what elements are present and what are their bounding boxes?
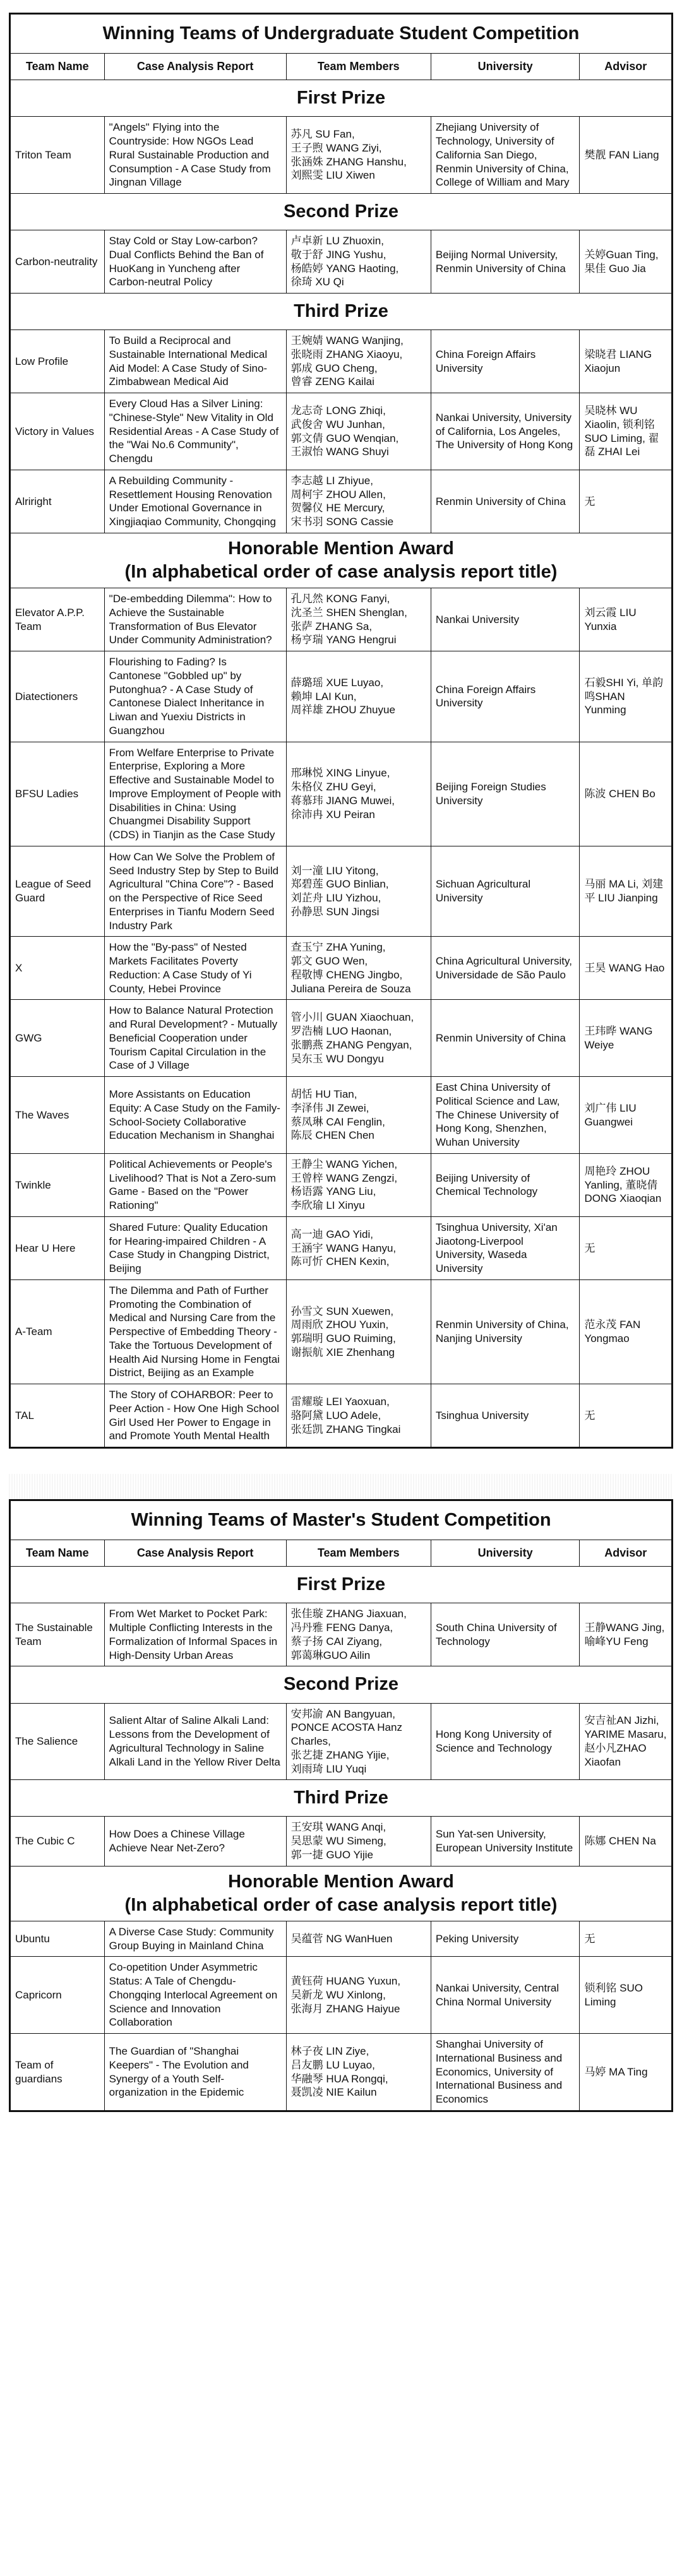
master-table (10, 1500, 672, 2111)
team-member: 郭成 GUO Cheng, (290, 362, 378, 374)
table-row (11, 330, 672, 393)
team-members (286, 937, 431, 1000)
second-prize-heading (11, 1666, 672, 1703)
case-report-title: Every Cloud Has a Silver Lining: "Chinese-Style" New Vitality in Old Residential Areas - A Case Study of the "Wai No.6 Community", Chengdu (104, 393, 286, 470)
team-member: 徐沛冉 XU Peiran (290, 808, 375, 821)
third-prize-heading (11, 294, 672, 330)
col-header-university: University (431, 54, 580, 80)
team-member: 张萨 ZHANG Sa, (290, 620, 373, 632)
team-members (286, 117, 431, 194)
team-name: TAL (11, 1384, 105, 1447)
undergrad-table-container (9, 13, 673, 1449)
case-report-title: Stay Cold or Stay Low-carbon? Dual Conflicts Behind the Ban of HuoKang in Yuncheng after Carbon-neutral Policy (104, 230, 286, 294)
university: Nankai University (431, 588, 580, 651)
case-report-title: More Assistants on Education Equity: A Case Study on the Family-School-Society Collaborative Education Mechanism in Shanghai (104, 1077, 286, 1154)
university: Sichuan Agricultural University (431, 846, 580, 937)
col-header-advisor: Advisor (580, 54, 672, 80)
team-member: 王婉婧 WANG Wanjing, (290, 335, 404, 347)
table-row (11, 742, 672, 846)
team-member: 李泽伟 JI Zewei, (290, 1101, 369, 1114)
team-members (286, 1603, 431, 1666)
table-row (11, 588, 672, 651)
second-prize-heading-label: Second Prize (283, 201, 399, 222)
team-name: A-Team (11, 1279, 105, 1384)
case-report-title: The Guardian of "Shanghai Keepers" - The Evolution and Synergy of a Youth Self-organization in the Epidemic (104, 2034, 286, 2111)
team-member: 郭瑞明 GUO Ruiming, (290, 1333, 396, 1345)
team-members (286, 330, 431, 393)
team-name: Team of guardians (11, 2034, 105, 2111)
team-member: 杨语露 YANG Liu, (290, 1185, 376, 1198)
team-name: BFSU Ladies (11, 742, 105, 846)
table-row (11, 1703, 672, 1780)
team-member: 薛璐瑶 XUE Luyao, (290, 676, 384, 689)
team-member: 高一迪 GAO Yidi, (290, 1228, 373, 1240)
team-name: Diatectioners (11, 651, 105, 742)
team-member: 郭文倩 GUO Wenqian, (290, 432, 399, 444)
team-member: PONCE ACOSTA Hanz Charles, (290, 1721, 402, 1748)
case-report-title: Flourishing to Fading? Is Cantonese "Gobbled up" by Putonghua? - A Case Study of Cantonese Dialect Inheritance in Liwan and Yuexiu Districts in Guangzhou (104, 651, 286, 742)
third-prize-heading-label: Third Prize (294, 301, 388, 322)
table-row (11, 846, 672, 937)
team-member: 张艺捷 ZHANG Yijie, (290, 1748, 390, 1761)
team-member: 张涵姝 ZHANG Hanshu, (290, 155, 407, 168)
case-report-title: Political Achievements or People's Livelihood? That is Not a Zero-sum Game - Based on the "Power Rationing" (104, 1153, 286, 1216)
team-member: 华融琴 HUA Rongqi, (290, 2072, 388, 2085)
university: Zhejiang University of Technology, University of California San Diego, Renmin University of China, College of William and Mary (431, 117, 580, 194)
table-row (11, 1921, 672, 1957)
team-member: 蔡子扬 CAI Ziyang, (290, 1635, 383, 1647)
team-name: Victory in Values (11, 393, 105, 470)
team-member: 李欣瑜 LI Xinyu (290, 1199, 365, 1212)
advisor: 王玮晔 WANG Weiye (580, 1000, 672, 1077)
table-row (11, 1153, 672, 1216)
second-prize-heading-row (11, 194, 672, 230)
third-prize-heading (11, 1780, 672, 1817)
team-members (286, 470, 431, 533)
university: Tsinghua University, Xi'an Jiaotong-Liverpool University, Waseda University (431, 1216, 580, 1279)
table-row (11, 1279, 672, 1384)
master-header-row (11, 1540, 672, 1567)
team-member: 李志越 LI Zhiyue, (290, 474, 373, 487)
first-prize-heading-row (11, 80, 672, 117)
university: Nankai University, University of California, Los Angeles, The University of Hong Kong (431, 393, 580, 470)
university: East China University of Political Science and Law, The Chinese University of Hong Kong, Shenzhen, Wuhan University (431, 1077, 580, 1154)
team-members (286, 1153, 431, 1216)
table-row (11, 937, 672, 1000)
undergrad-table (10, 14, 672, 1447)
team-member: 龙志奇 LONG Zhiqi, (290, 405, 386, 417)
university: Beijing Foreign Studies University (431, 742, 580, 846)
case-report-title: A Diverse Case Study: Community Group Buying in Mainland China (104, 1921, 286, 1957)
undergrad-header-row (11, 54, 672, 80)
team-member: 吴新龙 WU Xinlong, (290, 1988, 386, 2001)
team-member: 王安琪 WANG Anqi, (290, 1821, 386, 1834)
team-name: Ubuntu (11, 1921, 105, 1957)
advisor: 王静WANG Jing, 喻峰YU Feng (580, 1603, 672, 1666)
team-member: 安邦渝 AN Bangyuan, (290, 1707, 395, 1720)
second-prize-heading-label: Second Prize (283, 1674, 399, 1695)
table-row (11, 1603, 672, 1666)
master-title: Winning Teams of Master's Student Competition (11, 1501, 672, 1540)
first-prize-heading (11, 80, 672, 117)
honorable-mention-heading-label: Honorable Mention Award (228, 538, 454, 559)
team-member: 张海月 ZHANG Haiyue (290, 2002, 400, 2015)
team-members (286, 1279, 431, 1384)
advisor: 刘广伟 LIU Guangwei (580, 1077, 672, 1154)
col-header-members: Team Members (286, 54, 431, 80)
team-member: 蔡凤琳 CAI Fenglin, (290, 1115, 385, 1128)
team-member: 陈可忻 CHEN Kexin, (290, 1255, 390, 1268)
team-member: 骆阿黛 LUO Adele, (290, 1409, 381, 1422)
table-row (11, 470, 672, 533)
case-report-title: Salient Altar of Saline Alkali Land: Lessons from the Development of Agricultural Technology in Saline Alkali Land in the Yellow River Delta (104, 1703, 286, 1780)
university: Renmin University of China, Nanjing University (431, 1279, 580, 1384)
team-name: Hear U Here (11, 1216, 105, 1279)
advisor: 刘云霞 LIU Yunxia (580, 588, 672, 651)
col-header-team: Team Name (11, 54, 105, 80)
honorable-mention-heading-label: Honorable Mention Award (228, 1871, 454, 1892)
honorable-mention-heading-row (11, 533, 672, 588)
advisor: 无 (580, 1921, 672, 1957)
table-row (11, 2034, 672, 2111)
advisor: 安吉祉AN Jizhi, YARIME Masaru, 赵小凡ZHAO Xiaofan (580, 1703, 672, 1780)
team-name: Twinkle (11, 1153, 105, 1216)
team-member: 杨皓婷 YANG Haoting, (290, 262, 399, 275)
table-row (11, 651, 672, 742)
university: Tsinghua University (431, 1384, 580, 1447)
team-member: 刘芷舟 LIU Yizhou, (290, 892, 381, 905)
team-members (286, 393, 431, 470)
team-member: 郑碧莲 GUO Binlian, (290, 878, 389, 891)
team-member: 邢琳悦 XING Linyue, (290, 767, 390, 780)
team-member: 王静尘 WANG Yichen, (290, 1158, 398, 1170)
team-name: The Sustainable Team (11, 1603, 105, 1666)
table-row (11, 1384, 672, 1447)
team-member: 查玉宁 ZHA Yuning, (290, 941, 386, 954)
team-member: 卢卓新 LU Zhuoxin, (290, 235, 384, 247)
team-name: The Salience (11, 1703, 105, 1780)
advisor: 吴晓林 WU Xiaolin, 锁利铭 SUO Liming, 翟磊 ZHAI Lei (580, 393, 672, 470)
honorable-mention-heading-row (11, 1866, 672, 1921)
team-members (286, 742, 431, 846)
team-member: 罗浩楠 LUO Haonan, (290, 1025, 392, 1038)
team-name: Elevator A.P.P. Team (11, 588, 105, 651)
team-member: 刘熙雯 LIU Xiwen (290, 169, 375, 182)
team-members (286, 1817, 431, 1866)
team-member: 黄钰荷 HUANG Yuxun, (290, 1975, 401, 1988)
third-prize-heading-label: Third Prize (294, 1788, 388, 1808)
university: China Foreign Affairs University (431, 330, 580, 393)
advisor: 无 (580, 470, 672, 533)
team-member: 朱格仪 ZHU Geyi, (290, 781, 376, 793)
team-name: The Cubic C (11, 1817, 105, 1866)
university: Peking University (431, 1921, 580, 1957)
case-report-title: How Can We Solve the Problem of Seed Industry Step by Step to Build Agricultural "China Core"? - Based on the Perspective of Rice Seed Enterprises in Tianfu Modern Seed Industry Park (104, 846, 286, 937)
third-prize-heading-row (11, 1780, 672, 1817)
team-member: 张佳璇 ZHANG Jiaxuan, (290, 1608, 407, 1620)
table-row (11, 1817, 672, 1866)
section-gap (9, 1474, 673, 1499)
case-report-title: How the "By-pass" of Nested Markets Facilitates Poverty Reduction: A Case Study of Yi County, Hebei Province (104, 937, 286, 1000)
team-member: 张廷凯 ZHANG Tingkai (290, 1423, 401, 1435)
advisor: 陈波 CHEN Bo (580, 742, 672, 846)
team-member: 雷耀璇 LEI Yaoxuan, (290, 1396, 390, 1408)
honorable-mention-sublabel: (In alphabetical order of case analysis report title) (124, 562, 558, 583)
team-members (286, 230, 431, 294)
col-header-university: University (431, 1540, 580, 1567)
case-report-title: "De-embedding Dilemma": How to Achieve the Sustainable Transformation of Bus Elevator Under Community Administration? (104, 588, 286, 651)
col-header-team: Team Name (11, 1540, 105, 1567)
undergrad-title: Winning Teams of Undergraduate Student Competition (11, 15, 672, 54)
team-member: 吕友鹏 LU Luyao, (290, 2058, 375, 2071)
team-member: 吴思蒙 WU Simeng, (290, 1835, 386, 1848)
team-member: 王子煦 WANG Ziyi, (290, 141, 382, 154)
first-prize-heading-row (11, 1567, 672, 1603)
team-member: 刘雨琦 LIU Yuqi (290, 1762, 367, 1775)
team-member: 沈圣兰 SHEN Shenglan, (290, 606, 407, 619)
team-member: Juliana Pereira de Souza (290, 982, 411, 995)
second-prize-heading-row (11, 1666, 672, 1703)
team-members (286, 1077, 431, 1154)
university: China Foreign Affairs University (431, 651, 580, 742)
team-member: 周雨欣 ZHOU Yuxin, (290, 1319, 389, 1331)
team-member: 聂凯凌 NIE Kailun (290, 2086, 377, 2099)
team-member: 程敬博 CHENG Jingbo, (290, 968, 403, 981)
table-row (11, 1000, 672, 1077)
team-member: 张鹏燕 ZHANG Pengyan, (290, 1038, 412, 1051)
advisor: 无 (580, 1216, 672, 1279)
team-member: 刘一潼 LIU Yitong, (290, 864, 379, 877)
second-prize-heading (11, 194, 672, 230)
team-member: 武俊舍 WU Junhan, (290, 418, 385, 430)
team-name: Low Profile (11, 330, 105, 393)
case-report-title: The Story of COHARBOR: Peer to Peer Action - How One High School Girl Used Her Power to Engage in and Promote Youth Mental Health (104, 1384, 286, 1447)
advisor: 关婷Guan Ting, 果佳 Guo Jia (580, 230, 672, 294)
table-row (11, 230, 672, 294)
first-prize-heading (11, 1567, 672, 1603)
team-name: The Waves (11, 1077, 105, 1154)
advisor: 马婷 MA Ting (580, 2034, 672, 2111)
case-report-title: To Build a Reciprocal and Sustainable International Medical Aid Model: A Case Study of Sino-Zimbabwean Medical Aid (104, 330, 286, 393)
university: Nankai University, Central China Normal University (431, 1957, 580, 2034)
table-row (11, 1077, 672, 1154)
team-member: 蒋慕玮 JIANG Muwei, (290, 794, 395, 807)
team-members (286, 1957, 431, 2034)
university: South China University of Technology (431, 1603, 580, 1666)
advisor: 石毅SHI Yi, 单韵鸣SHAN Yunming (580, 651, 672, 742)
university: Shanghai University of International Business and Economics, University of International Business and Economics (431, 2034, 580, 2111)
team-member: 王淑怡 WANG Shuyi (290, 446, 389, 458)
team-member: 冯丹雅 FENG Danya, (290, 1622, 393, 1634)
team-member: 吴蕴菅 NG WanHuen (290, 1932, 393, 1945)
col-header-advisor: Advisor (580, 1540, 672, 1567)
university: Beijing University of Chemical Technology (431, 1153, 580, 1216)
team-member: 王曾梓 WANG Zengzi, (290, 1172, 398, 1184)
team-name: Capricorn (11, 1957, 105, 2034)
advisor: 王昊 WANG Hao (580, 937, 672, 1000)
first-prize-heading-label: First Prize (296, 88, 386, 109)
advisor: 无 (580, 1384, 672, 1447)
university: Renmin University of China (431, 1000, 580, 1077)
team-member: 周祥雄 ZHOU Zhuyue (290, 704, 395, 716)
team-member: 郭文 GUO Wen, (290, 955, 368, 968)
first-prize-heading-label: First Prize (296, 1574, 386, 1595)
team-member: 陈辰 CHEN Chen (290, 1129, 374, 1142)
case-report-title: Shared Future: Quality Education for Hearing-impaired Children - A Case Study in Changping District, Beijing (104, 1216, 286, 1279)
case-report-title: A Rebuilding Community - Resettlement Housing Renovation Under Emotional Governance in Xingjiaqiao Community, Chongqing (104, 470, 286, 533)
table-row (11, 1216, 672, 1279)
team-member: 孙静思 SUN Jingsi (290, 905, 380, 918)
undergrad-body (11, 80, 672, 1447)
university: Beijing Normal University, Renmin University of China (431, 230, 580, 294)
honorable-mention-sublabel: (In alphabetical order of case analysis report title) (124, 1894, 558, 1915)
team-member: 郭一捷 GUO Yijie (290, 1848, 373, 1861)
university: Renmin University of China (431, 470, 580, 533)
honorable-mention-heading (11, 1866, 672, 1921)
team-member: 孙雪文 SUN Xuewen, (290, 1305, 394, 1317)
third-prize-heading-row (11, 294, 672, 330)
case-report-title: "Angels" Flying into the Countryside: How NGOs Lead Rural Sustainable Production and Consumption - A Case Study from Jingnan Village (104, 117, 286, 194)
honorable-mention-heading (11, 533, 672, 588)
advisor: 樊靓 FAN Liang (580, 117, 672, 194)
team-member: 胡恬 HU Tian, (290, 1088, 357, 1101)
team-member: 周柯宇 ZHOU Allen, (290, 488, 386, 501)
advisor: 范永茂 FAN Yongmao (580, 1279, 672, 1384)
team-member: 吴东玉 WU Dongyu (290, 1052, 384, 1065)
team-member: 徐琦 XU Qi (290, 276, 344, 288)
case-report-title: From Welfare Enterprise to Private Enterprise, Exploring a More Effective and Sustainable Model to Improve Employment of People with Disabilities in China: Using Chuangmei Disability Support (CDS) in Tianjin as the Case Study (104, 742, 286, 846)
advisor: 锁利铭 SUO Liming (580, 1957, 672, 2034)
team-members (286, 2034, 431, 2111)
col-header-report: Case Analysis Report (104, 1540, 286, 1567)
team-members (286, 588, 431, 651)
university: Hong Kong University of Science and Technology (431, 1703, 580, 1780)
team-members (286, 1921, 431, 1957)
team-name: X (11, 937, 105, 1000)
team-member: 赖坤 LAI Kun, (290, 690, 357, 703)
team-name: Carbon-neutrality (11, 230, 105, 294)
team-member: 敬于舒 JING Yushu, (290, 248, 386, 261)
team-members (286, 1000, 431, 1077)
col-header-members: Team Members (286, 1540, 431, 1567)
case-report-title: The Dilemma and Path of Further Promoting the Combination of Medical and Nursing Care from the Perspective of Embedding Theory - Take the Tortuous Development of Health Aid Nursing Home in Fengtai District, Beijing as an Example (104, 1279, 286, 1384)
team-member: 曾睿 ZENG Kailai (290, 376, 374, 388)
team-member: 王涵宇 WANG Hanyu, (290, 1242, 397, 1254)
col-header-report: Case Analysis Report (104, 54, 286, 80)
advisor: 陈娜 CHEN Na (580, 1817, 672, 1866)
team-members (286, 651, 431, 742)
advisor: 马丽 MA Li, 刘建平 LIU Jianping (580, 846, 672, 937)
master-body (11, 1567, 672, 2111)
team-name: Alriright (11, 470, 105, 533)
team-member: 宋书羽 SONG Cassie (290, 516, 394, 528)
team-member: 杨亨瑞 YANG Hengrui (290, 634, 397, 646)
case-report-title: How to Balance Natural Protection and Rural Development? - Mutually Beneficial Cooperation under Tourism Capital Circulation in the Case of J Village (104, 1000, 286, 1077)
team-member: 苏凡 SU Fan, (290, 128, 355, 141)
master-table-container (9, 1499, 673, 2112)
advisor: 周艳玲 ZHOU Yanling, 董晓倩 DONG Xiaoqian (580, 1153, 672, 1216)
university: China Agricultural University, Universidade de São Paulo (431, 937, 580, 1000)
team-members (286, 1216, 431, 1279)
team-member: 张晓雨 ZHANG Xiaoyu, (290, 348, 403, 360)
case-report-title: How Does a Chinese Village Achieve Near Net-Zero? (104, 1817, 286, 1866)
case-report-title: From Wet Market to Pocket Park: Multiple Conflicting Interests in the Formalization of Informal Spaces in High-Density Urban Areas (104, 1603, 286, 1666)
team-members (286, 1384, 431, 1447)
table-row (11, 1957, 672, 2034)
team-name: GWG (11, 1000, 105, 1077)
team-name: Triton Team (11, 117, 105, 194)
team-members (286, 1703, 431, 1780)
university: Sun Yat-sen University, European University Institute (431, 1817, 580, 1866)
table-row (11, 393, 672, 470)
table-row (11, 117, 672, 194)
team-member: 谢振航 XIE Zhenhang (290, 1346, 395, 1358)
team-member: 管小川 GUAN Xiaochuan, (290, 1011, 414, 1024)
advisor: 梁晓君 LIANG Xiaojun (580, 330, 672, 393)
team-member: 林子夜 LIN Ziye, (290, 2045, 369, 2057)
team-member: 孔凡然 KONG Fanyi, (290, 593, 390, 605)
case-report-title: Co-opetition Under Asymmetric Status: A Tale of Chengdu-Chongqing Interlocal Agreement on Science and Innovation Collaboration (104, 1957, 286, 2034)
team-name: League of Seed Guard (11, 846, 105, 937)
team-members (286, 846, 431, 937)
team-member: 郭蔼琳GUO Ailin (290, 1649, 371, 1661)
team-member: 贺馨仪 HE Mercury, (290, 502, 385, 514)
